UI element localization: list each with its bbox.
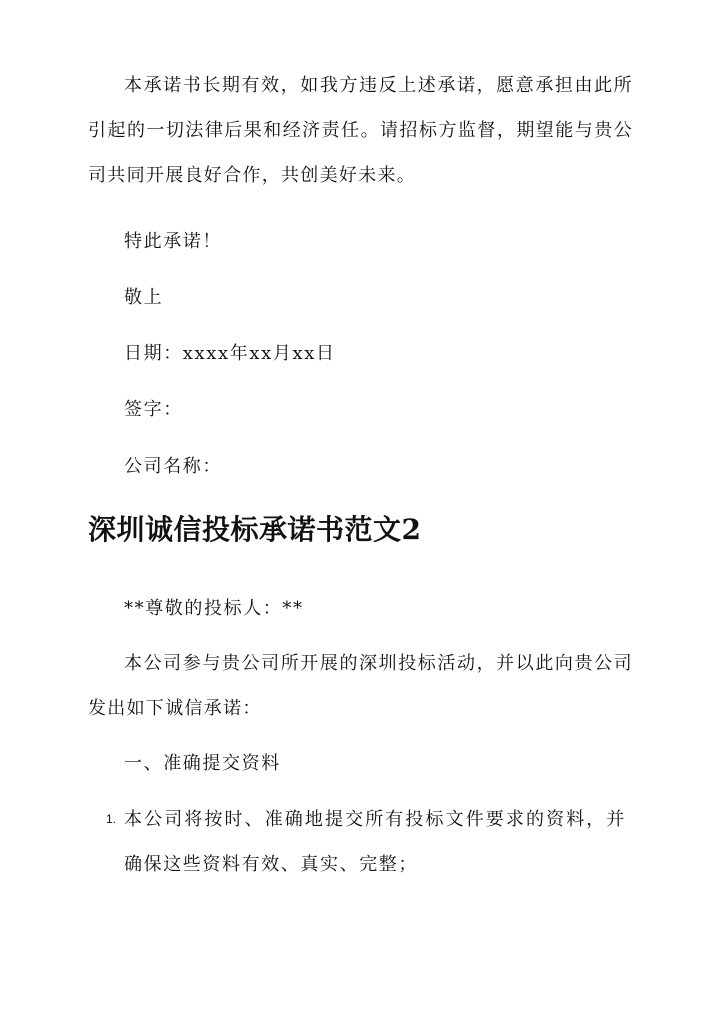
paragraph-intro: 本公司参与贵公司所开展的深圳投标活动，并以此向贵公司发出如下诚信承诺：: [88, 653, 633, 719]
list-item-text: 本公司将按时、准确地提交所有投标文件要求的资料，并确保这些资料有效、真实、完整；: [124, 809, 626, 875]
respectfully-line: 敬上: [124, 287, 164, 308]
date-line: 日期：xxxx年xx月xx日: [124, 343, 336, 364]
list-item-number: 1.: [106, 812, 117, 826]
company-name-label: 公司名称：: [124, 456, 222, 477]
salutation-line: **尊敬的投标人：**: [124, 598, 304, 619]
section-title: 深圳诚信投标承诺书范文2: [88, 513, 422, 546]
signature-label: 签字：: [124, 399, 183, 420]
special-commitment-line: 特此承诺！: [124, 231, 222, 252]
paragraph-commitment-validity: 本承诺书长期有效，如我方违反上述承诺，愿意承担由此所引起的一切法律后果和经济责任。请招标方监督，期望能与贵公司共同开展良好合作，共创美好未来。: [88, 75, 633, 186]
subheading-accurate-submission: 一、准确提交资料: [124, 753, 281, 774]
